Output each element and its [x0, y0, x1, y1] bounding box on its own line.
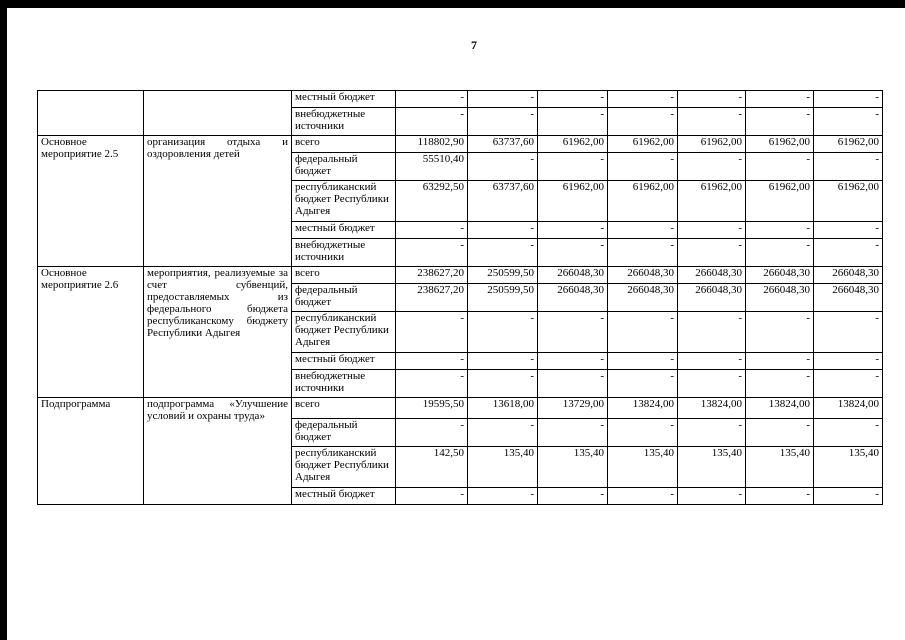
- funding-source-cell: местный бюджет: [292, 91, 396, 108]
- amount-cell: 61962,00: [608, 181, 678, 222]
- amount-cell: 63292,50: [396, 181, 468, 222]
- amount-cell: -: [396, 353, 468, 370]
- amount-cell: -: [396, 239, 468, 267]
- amount-cell: 13618,00: [468, 398, 538, 419]
- amount-cell: -: [396, 370, 468, 398]
- amount-cell: -: [746, 222, 814, 239]
- amount-cell: -: [538, 222, 608, 239]
- activity-name-cell: [38, 91, 144, 136]
- amount-cell: 63737,60: [468, 181, 538, 222]
- activity-description-cell: мероприятия, реализуемые за счет субвенций, предоставляемых из федерального бюджета республиканскому бюджету Республики Адыгея: [144, 267, 292, 398]
- amount-cell: 135,40: [468, 447, 538, 488]
- amount-cell: 13824,00: [814, 398, 883, 419]
- amount-cell: -: [746, 312, 814, 353]
- amount-cell: 61962,00: [746, 181, 814, 222]
- amount-cell: 266048,30: [678, 267, 746, 284]
- amount-cell: -: [746, 91, 814, 108]
- amount-cell: -: [678, 239, 746, 267]
- amount-cell: 19595,50: [396, 398, 468, 419]
- amount-cell: 135,40: [678, 447, 746, 488]
- amount-cell: -: [396, 419, 468, 447]
- table-row: [38, 91, 883, 108]
- amount-cell: -: [678, 108, 746, 136]
- amount-cell: -: [538, 370, 608, 398]
- amount-cell: -: [814, 312, 883, 353]
- amount-cell: -: [608, 108, 678, 136]
- amount-cell: -: [468, 153, 538, 181]
- amount-cell: -: [608, 239, 678, 267]
- amount-cell: -: [814, 91, 883, 108]
- page-number: 7: [471, 38, 477, 52]
- amount-cell: -: [608, 312, 678, 353]
- amount-cell: 135,40: [814, 447, 883, 488]
- amount-cell: -: [396, 488, 468, 505]
- amount-cell: -: [678, 222, 746, 239]
- amount-cell: -: [746, 353, 814, 370]
- funding-source-cell: местный бюджет: [292, 353, 396, 370]
- amount-cell: -: [814, 419, 883, 447]
- amount-cell: 266048,30: [814, 284, 883, 312]
- amount-cell: 61962,00: [608, 136, 678, 153]
- amount-cell: -: [608, 222, 678, 239]
- amount-cell: -: [468, 353, 538, 370]
- amount-cell: 13824,00: [746, 398, 814, 419]
- amount-cell: -: [396, 222, 468, 239]
- funding-source-cell: федеральный бюджет: [292, 153, 396, 181]
- amount-cell: 266048,30: [746, 267, 814, 284]
- amount-cell: -: [396, 91, 468, 108]
- amount-cell: 118802,90: [396, 136, 468, 153]
- amount-cell: -: [538, 239, 608, 267]
- activity-name-cell: Основное мероприятие 2.5: [38, 136, 144, 267]
- amount-cell: 61962,00: [678, 181, 746, 222]
- amount-cell: -: [396, 108, 468, 136]
- funding-source-cell: внебюджетные источники: [292, 239, 396, 267]
- amount-cell: -: [608, 419, 678, 447]
- amount-cell: -: [678, 91, 746, 108]
- amount-cell: -: [396, 312, 468, 353]
- activity-description-cell: [144, 91, 292, 136]
- amount-cell: -: [468, 222, 538, 239]
- activity-name-cell: Подпрограмма: [38, 398, 144, 505]
- amount-cell: 61962,00: [538, 181, 608, 222]
- amount-cell: -: [678, 419, 746, 447]
- amount-cell: 61962,00: [538, 136, 608, 153]
- amount-cell: -: [468, 370, 538, 398]
- amount-cell: -: [814, 488, 883, 505]
- funding-source-cell: внебюджетные источники: [292, 108, 396, 136]
- amount-cell: 13824,00: [678, 398, 746, 419]
- activity-description-cell: организация отдыха и оздоровления детей: [144, 136, 292, 267]
- amount-cell: 266048,30: [678, 284, 746, 312]
- page-border-left: [0, 0, 7, 640]
- amount-cell: -: [746, 419, 814, 447]
- amount-cell: 63737,60: [468, 136, 538, 153]
- table-row: [38, 267, 883, 284]
- amount-cell: -: [538, 91, 608, 108]
- funding-source-cell: республиканский бюджет Республики Адыгея: [292, 447, 396, 488]
- amount-cell: -: [468, 312, 538, 353]
- funding-source-cell: всего: [292, 136, 396, 153]
- amount-cell: -: [608, 488, 678, 505]
- amount-cell: 55510,40: [396, 153, 468, 181]
- funding-source-cell: республиканский бюджет Республики Адыгея: [292, 181, 396, 222]
- funding-source-cell: всего: [292, 398, 396, 419]
- amount-cell: -: [746, 108, 814, 136]
- amount-cell: -: [608, 370, 678, 398]
- table-row: [38, 398, 883, 419]
- funding-source-cell: внебюджетные источники: [292, 370, 396, 398]
- table-row: [38, 136, 883, 153]
- amount-cell: -: [468, 108, 538, 136]
- amount-cell: -: [678, 153, 746, 181]
- amount-cell: -: [814, 222, 883, 239]
- amount-cell: -: [678, 353, 746, 370]
- funding-source-cell: местный бюджет: [292, 222, 396, 239]
- amount-cell: 266048,30: [814, 267, 883, 284]
- amount-cell: -: [814, 153, 883, 181]
- amount-cell: 61962,00: [746, 136, 814, 153]
- activity-name-cell: Основное мероприятие 2.6: [38, 267, 144, 398]
- amount-cell: 61962,00: [814, 181, 883, 222]
- page-border-top: [0, 0, 905, 8]
- funding-source-cell: федеральный бюджет: [292, 284, 396, 312]
- amount-cell: 238627,20: [396, 284, 468, 312]
- amount-cell: 250599,50: [468, 284, 538, 312]
- amount-cell: 266048,30: [538, 284, 608, 312]
- amount-cell: -: [468, 488, 538, 505]
- amount-cell: -: [746, 153, 814, 181]
- amount-cell: 266048,30: [538, 267, 608, 284]
- funding-source-cell: местный бюджет: [292, 488, 396, 505]
- amount-cell: -: [746, 488, 814, 505]
- amount-cell: 266048,30: [746, 284, 814, 312]
- budget-table: [37, 90, 883, 505]
- amount-cell: 135,40: [608, 447, 678, 488]
- amount-cell: -: [746, 239, 814, 267]
- amount-cell: -: [538, 312, 608, 353]
- amount-cell: -: [468, 91, 538, 108]
- amount-cell: -: [814, 370, 883, 398]
- amount-cell: 61962,00: [814, 136, 883, 153]
- amount-cell: -: [608, 91, 678, 108]
- amount-cell: -: [538, 153, 608, 181]
- amount-cell: 266048,30: [608, 267, 678, 284]
- amount-cell: 135,40: [746, 447, 814, 488]
- amount-cell: -: [814, 239, 883, 267]
- funding-source-cell: всего: [292, 267, 396, 284]
- funding-source-cell: федеральный бюджет: [292, 419, 396, 447]
- amount-cell: -: [538, 353, 608, 370]
- amount-cell: 135,40: [538, 447, 608, 488]
- amount-cell: 250599,50: [468, 267, 538, 284]
- amount-cell: -: [678, 488, 746, 505]
- amount-cell: 61962,00: [678, 136, 746, 153]
- amount-cell: -: [468, 239, 538, 267]
- amount-cell: -: [468, 419, 538, 447]
- amount-cell: -: [608, 353, 678, 370]
- amount-cell: -: [678, 312, 746, 353]
- amount-cell: 238627,20: [396, 267, 468, 284]
- amount-cell: 13729,00: [538, 398, 608, 419]
- amount-cell: 266048,30: [608, 284, 678, 312]
- amount-cell: -: [608, 153, 678, 181]
- amount-cell: -: [678, 370, 746, 398]
- amount-cell: 142,50: [396, 447, 468, 488]
- amount-cell: 13824,00: [608, 398, 678, 419]
- amount-cell: -: [814, 353, 883, 370]
- amount-cell: -: [538, 108, 608, 136]
- amount-cell: -: [538, 488, 608, 505]
- amount-cell: -: [814, 108, 883, 136]
- activity-description-cell: подпрограмма «Улучшение условий и охраны труда»: [144, 398, 292, 505]
- funding-source-cell: республиканский бюджет Республики Адыгея: [292, 312, 396, 353]
- amount-cell: -: [746, 370, 814, 398]
- amount-cell: -: [538, 419, 608, 447]
